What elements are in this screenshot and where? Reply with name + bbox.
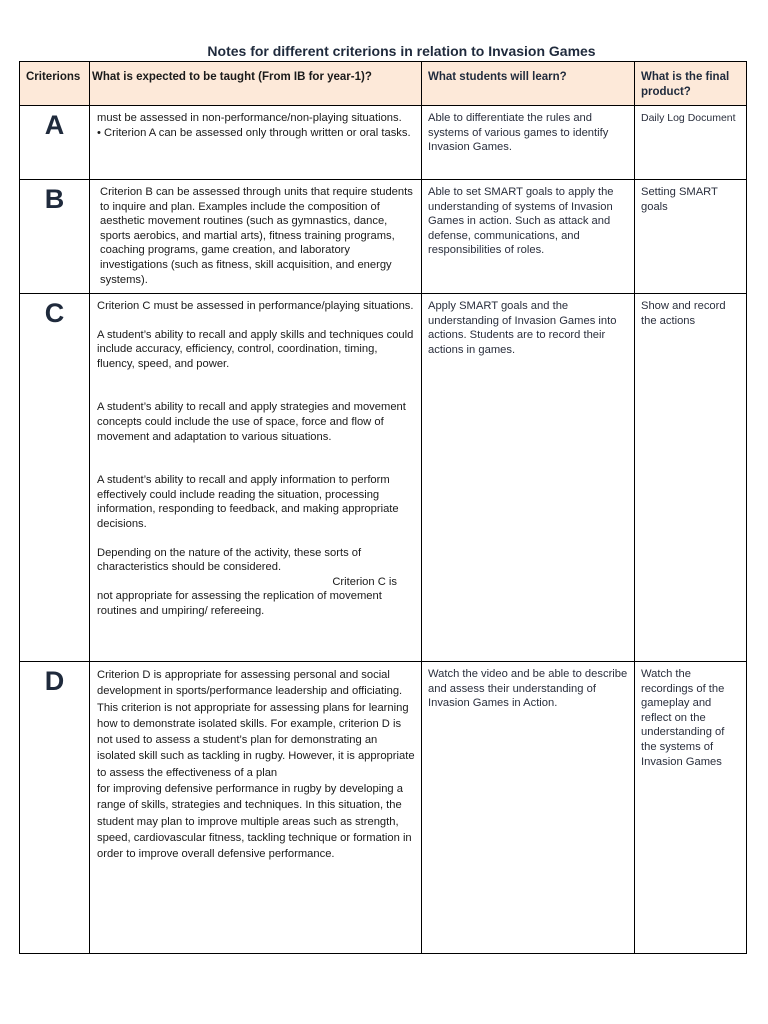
taught-cell-a: [90, 106, 422, 180]
product-cell-d: Watch the recordings of the gameplay and reflect on the understanding of the systems of Invasion Games: [635, 662, 747, 954]
document-title: Notes for different criterions in relation to Invasion Games: [207, 43, 596, 59]
table-row-a: [20, 106, 747, 180]
table-row-d: [20, 662, 747, 954]
product-cell-b: Setting SMART goals: [635, 180, 747, 294]
taught-text: Criterion C must be assessed in performance/playing situations.: [97, 300, 414, 312]
taught-text: not appropriate for assessing the replication of movement routines and umpiring/ refereeing.: [97, 590, 382, 617]
taught-text: Criterion C is: [332, 575, 397, 588]
header-criterions: Criterions: [20, 62, 90, 106]
table-header-row: [20, 62, 747, 106]
learn-cell-b: Able to set SMART goals to apply the understanding of systems of Invasion Games in action. Such as attack and defense, communications, and responsibilities of roles.: [422, 180, 635, 294]
taught-text: • Criterion A can be assessed only through written or oral tasks.: [97, 126, 411, 139]
taught-text: must be assessed in non-performance/non-playing situations.: [97, 112, 402, 124]
criteria-table: [19, 61, 747, 954]
taught-cell-c: [90, 294, 422, 662]
product-cell-a: Daily Log Document: [635, 106, 747, 180]
taught-text: A student’s ability to recall and apply strategies and movement concepts could include the use of space, force and flow of movement and adaptation to various situations.: [97, 401, 406, 443]
taught-cell-d: [90, 662, 422, 954]
taught-text: A student’s ability to recall and apply information to perform effectively could include reading the situation, processing information, responding to feedback, and making appropriate decisions.: [97, 474, 399, 530]
criterion-letter-d: D: [20, 662, 90, 954]
criterion-letter-c: C: [20, 294, 90, 662]
learn-cell-d: Watch the video and be able to describe and assess their understanding of Invasion Games in Action.: [422, 662, 635, 954]
header-taught: What is expected to be taught (From IB for year-1)?: [90, 62, 422, 106]
table-row-c: [20, 294, 747, 662]
taught-text: Depending on the nature of the activity, these sorts of characteristics should be considered.: [97, 546, 362, 574]
header-learn: What students will learn?: [422, 62, 635, 106]
header-product: What is the final product?: [635, 62, 747, 106]
table-row-b: [20, 180, 747, 294]
taught-text: Criterion D is appropriate for assessing personal and social development in sports/performance leadership and officiating.: [97, 669, 403, 698]
taught-text: This criterion is not appropriate for assessing plans for learning how to demonstrate isolated skills. For example, criterion D is not used to assess a student’s plan for demonstrating an isolated skill such as tackling in rugby. However, it is appropriate to assess the effectiveness of a plan: [97, 701, 415, 779]
taught-text: Criterion B can be assessed through units that require students to inquire and plan. Examples include the composition of aesthetic movement routines (such as gymnastics, dance, sports aerobics, and martial arts), fitness training programs, coaching programs, game creation, and laboratory investigations (such as fitness, skill acquisition, and energy systems).: [100, 186, 413, 286]
product-cell-c: Show and record the actions: [635, 294, 747, 662]
taught-text: for improving defensive performance in rugby by developing a range of skills, strategies and techniques. In this situation, the student may plan to improve multiple areas such as strength, speed, cardiovascular fitness, tackling technique or formation in order to improve overall defensive performance.: [97, 783, 412, 861]
criterion-letter-a: A: [20, 106, 90, 180]
learn-cell-c: Apply SMART goals and the understanding of Invasion Games into actions. Students are to record their actions in games.: [422, 294, 635, 662]
criterion-letter-b: B: [20, 180, 90, 294]
learn-cell-a: Able to differentiate the rules and systems of various games to identify Invasion Games.: [422, 106, 635, 180]
taught-cell-b: [90, 180, 422, 294]
taught-text: A student’s ability to recall and apply skills and techniques could include accuracy, efficiency, control, coordination, timing, fluency, speed, and power.: [97, 328, 414, 370]
